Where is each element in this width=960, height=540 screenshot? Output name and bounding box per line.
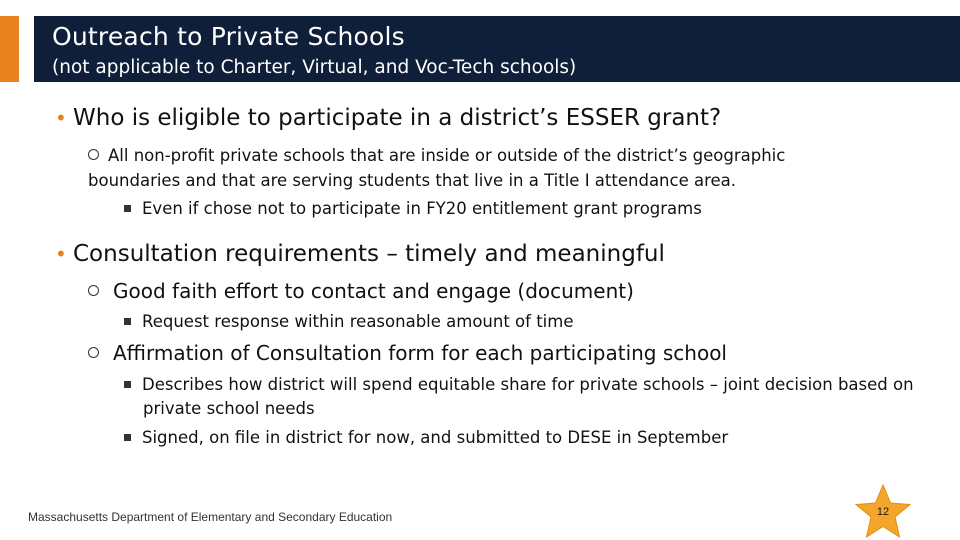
dot-bullet-icon: • (55, 106, 67, 130)
circle-bullet-icon (88, 149, 99, 160)
sub-item-signed: Signed, on file in district for now, and submitted to DESE in September (124, 426, 939, 450)
square-bullet-icon (124, 318, 131, 325)
sub-bullet-eligibility: All non-profit private schools that are inside or outside of the district’s geographic boundaries and that are serving students that live in a Title I attendance area. (88, 146, 786, 190)
sub-bullet-affirmation: Affirmation of Consultation form for each participating school (88, 341, 727, 365)
page-number: 12 (876, 506, 890, 518)
slide-title: Outreach to Private Schools (52, 22, 405, 51)
square-bullet-icon (124, 434, 131, 441)
sub-item-fy20: Even if chose not to participate in FY20 entitlement grant programs (124, 197, 939, 221)
bullet-consultation: • Consultation requirements – timely and meaningful (55, 241, 665, 267)
circle-bullet-icon (88, 285, 99, 296)
sub-item-describes: Describes how district will spend equitable share for private schools – joint decision based on private school needs (124, 373, 958, 421)
square-bullet-icon (124, 381, 131, 388)
sub-item-request-response: Request response within reasonable amount of time (124, 310, 939, 334)
dot-bullet-icon: • (55, 242, 67, 266)
bullet-eligibility: • Who is eligible to participate in a district’s ESSER grant? (55, 105, 722, 131)
sub-bullet-good-faith: Good faith effort to contact and engage (document) (88, 279, 634, 303)
footer-organization: Massachusetts Department of Elementary and Secondary Education (28, 510, 393, 524)
square-bullet-icon (124, 205, 131, 212)
circle-bullet-icon (88, 347, 99, 358)
slide-subtitle: (not applicable to Charter, Virtual, and Voc-Tech schools) (52, 57, 577, 78)
